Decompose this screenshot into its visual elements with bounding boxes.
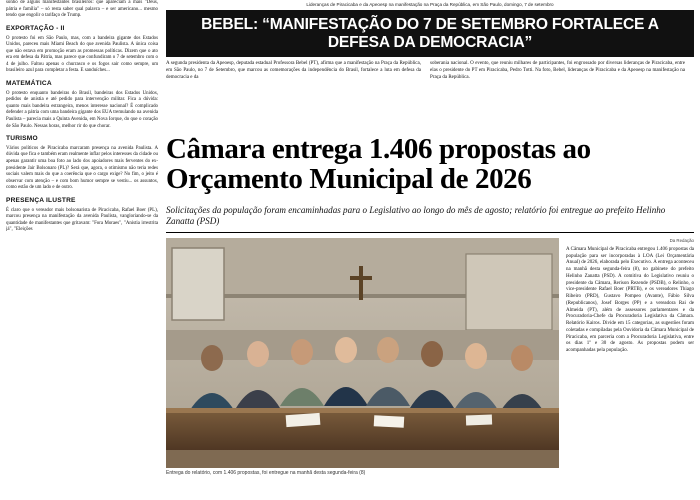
section-heading: EXPORTAÇÃO - II bbox=[6, 24, 65, 32]
opinion-paragraph: É claro que o vereador mais bolsonarista de Piracicaba, Rafael Boer (PL), marcou presença na manifestação da avenida Paulista, vangloriando-se da quantidade de manifestantes que gritavam: "Fora Moraes", "Anistia irrestrita já", "Eleições bbox=[6, 207, 158, 233]
page-subtitle: Solicitações da população foram encaminhadas para o Legislativo ao longo do mês de agosto; relatório foi entregue ao prefeito Helinho Zanatta (PSD) bbox=[166, 205, 666, 227]
section-heading: PRESENÇA ILUSTRE bbox=[6, 196, 76, 204]
article-paragraph: A Câmara Municipal de Piracicaba entregou 1.406 propostas da população para ser incorporadas à LOA (Lei Orçamentária Anual) de 2026, elaborada pelo Executivo. A entrega aconteceu na manhã desta segunda-feira (8), no gabinete do prefeito Helinho Zanatta (PSD). A comitiva do Legislativo reuniu o presidente da Câmara, Rerison Rezende (PSDB), o Relinho, o vice-presidente Rafael Boer (PRTB), e os vereadores Thiago Ribeiro (PRD), Gustavo Pompeo (Avante), Fábio Silva (Republicanos), Josef Borges (PP) e a vereadora Rai de Almeida (PT), além de assessores parlamentares e da Procuradoria-Chefe da Procuradoria Legislativa da Câmara. Relatório Kairos. Divide em 15 categorias, as sugestões foram coletadas e compiladas pela Ouvidoria da Câmara Municipal de Piracicaba, em parceria com a Procuradoria Legislativa, entre os dias 1º e 30 de agosto. As propostas podem ser acompanhadas pela população. bbox=[566, 246, 694, 354]
opinion-paragraph: Vários políticos de Piracicaba marcaram presença na avenida Paulista. A dúvida que fica e também eram realmente inflar pelos interesses da cidade ou apenas garantir uma boa foto ao lado dos apoiadores mais ferventes do ex-presidente Jair Bolsonaro (PL)? Será que, agora, o otimismo não teria redes sociais valem mais do que a coerência que o cargo exige? No fim, o jeito é observar com atenção – e com bom humor sempre se vestiu... os assuntos, como estão de um lado e de outro. bbox=[6, 145, 158, 191]
main-photo bbox=[166, 238, 559, 468]
article-body-column bbox=[566, 238, 694, 494]
opinion-paragraph: O protesto foi em São Paulo, mas, com a bandeira gigante dos Estados Unidos, pareceu mais Miami Beach do que avenida Paulista. A única coisa que não estava em promoção eram as promessas políticas. Dizem que o ato era em defesa da Pátria, mas parece que confundiram o 7 de setembro com o 4 de julho. Faltou apenas o churrasco e os fogos sair como sempre, um brasileiro azul para completar a festa. E sanduíches... bbox=[6, 35, 158, 74]
section-heading: MATEMÁTICA bbox=[6, 79, 52, 87]
page-title: Câmara entrega 1.406 propostas ao Orçamento Municipal de 2026 bbox=[166, 133, 591, 196]
opinion-paragraph: sonho de alguns manifestantes brasileiros: que apareciam a mais "Deus, pátria e família" – só resta saber qual palavra – e ser americano... mesmo tendo que engolir o tarifaço de Trump. bbox=[6, 0, 158, 19]
sub-article-columns bbox=[166, 61, 694, 133]
sub-article-col-2 bbox=[430, 61, 685, 133]
left-opinion-column bbox=[6, 0, 158, 500]
opinion-paragraph: O protesto enquanto bandeiras do Brasil, bandeiras dos Estados Unidos, pedidos de anistia e até pedido para intervenção militar. Fica a dúvida: quanto mais bandeira estrangeira, menos interesse nacional? É complicado defender a pátria com uma bandeira gigante dos EUA tremulando na avenida Paulista – parecia mais a Quinta Avenida, em Nova Iorque, do que o coração de São Paulo. Nessas horas, melhor rir do que chorar. bbox=[6, 90, 158, 129]
sub-article-paragraph: soberania nacional. O evento, que reuniu milhares de participantes, foi engrossado por diversas lideranças de Piracicaba, entre elas o presidente do PT em Piracicaba, Pedro Totti. Na foto, Bebel, lideranças de Piracicaba e da Apeoesp na manifestação na Praça da República. bbox=[430, 61, 685, 80]
top-photo-caption: Lideranças de Piracicaba e da Apeoesp na manifestação na Praça da República, em São Paulo, domingo, 7 de setembro bbox=[306, 2, 554, 7]
section-heading: TURISMO bbox=[6, 135, 38, 143]
sub-article-paragraph: A segunda presidenta da Apeoesp, deputada estadual Professora Bebel (PT), afirma que a manifestação na Praça da República, em São Paulo, no 7 de Setembro, que marcou as comemorações da independência do Brasil, fortalece a luta em defesa da democracia e da bbox=[166, 61, 421, 80]
sub-article-col-1 bbox=[166, 61, 421, 133]
byline: Da Redação bbox=[669, 238, 694, 243]
divider bbox=[166, 232, 694, 233]
photo-caption: Entrega do relatório, com 1.406 propostas, foi entregue na manhã desta segunda-feira (8) bbox=[166, 470, 366, 476]
banner-headline-text: BEBEL: “MANIFESTAÇÃO DO 7 DE SETEMBRO FORTALECE A DEFESA DA DEMOCRACIA” bbox=[201, 16, 659, 51]
black-headline-banner bbox=[166, 10, 694, 57]
